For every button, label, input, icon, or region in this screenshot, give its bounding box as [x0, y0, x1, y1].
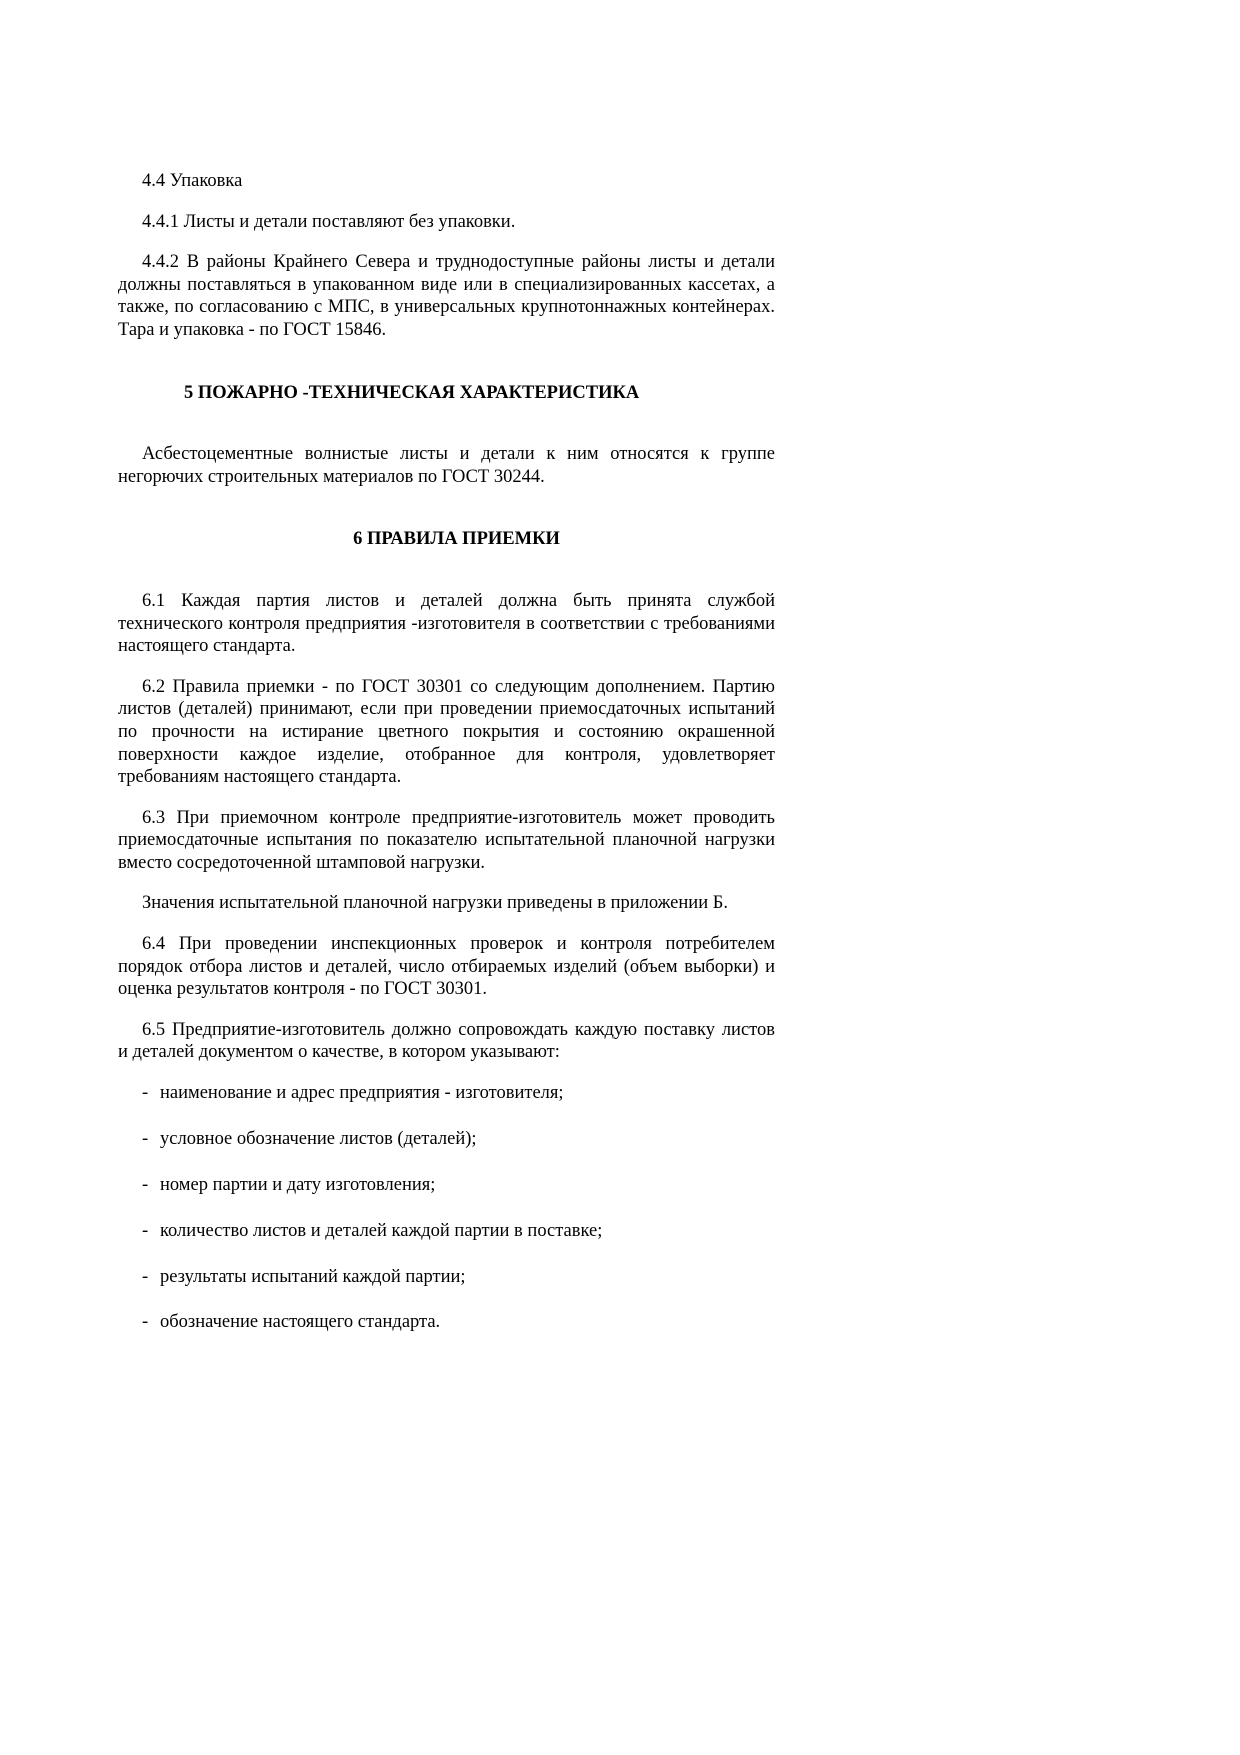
quality-document-list	[118, 1082, 775, 1334]
paragraph-6-3-note: Значения испытательной планочной нагрузки приведены в приложении Б.	[142, 893, 728, 914]
list-item-text: результаты испытаний каждой партии;	[160, 1266, 466, 1287]
list-dash: -	[142, 1083, 149, 1104]
list-item	[118, 1311, 775, 1334]
paragraph-4-4-1: 4.4.1 Листы и детали поставляют без упаковки.	[142, 211, 516, 232]
list-item	[118, 1220, 775, 1243]
list-item-text: условное обозначение листов (деталей);	[160, 1128, 477, 1149]
list-dash: -	[142, 1220, 149, 1241]
paragraph-6-3: 6.3 При приемочном контроле предприятие-изготовитель может проводить приемосдаточные испытания по показателю испытательной планочной нагрузки вместо сосредоточенной штамповой нагрузки.	[118, 807, 775, 873]
list-item	[118, 1082, 775, 1105]
list-dash: -	[142, 1312, 149, 1333]
list-dash: -	[142, 1128, 149, 1149]
list-item	[118, 1174, 775, 1197]
paragraph-6-1: 6.1 Каждая партия листов и деталей должна быть принята службой технического контроля предприятия -изготовителя в соответствии с требованиями настоящего стандарта.	[118, 590, 775, 657]
list-item-text: номер партии и дату изготовления;	[160, 1174, 436, 1195]
section-5-heading: 5 ПОЖАРНО -ТЕХНИЧЕСКАЯ ХАРАКТЕРИСТИКА	[184, 382, 640, 403]
paragraph-6-5: 6.5 Предприятие-изготовитель должно сопровождать каждую поставку листов и деталей документом о качестве, в котором указывают:	[118, 1019, 775, 1063]
list-dash: -	[142, 1174, 149, 1195]
section-6-heading: 6 ПРАВИЛА ПРИЕМКИ	[353, 529, 560, 550]
list-dash: -	[142, 1266, 149, 1287]
paragraph-6-2: 6.2 Правила приемки - по ГОСТ 30301 со следующим дополнением. Партию листов (деталей) принимают, если при проведении приемосдаточных испытаний по прочности на истирание цветного покрытия и состоянию окрашенной поверхности каждое изделие, отобранное для контроля, удовлетворяет требованиям настоящего стандарта.	[118, 676, 775, 788]
paragraph-4-4-2: 4.4.2 В районы Крайнего Севера и труднодоступные районы листы и детали должны поставляться в упакованном виде или в специализированных кассетах, а также, по согласованию с МПС, в универсальных крупнотоннажных контейнерах. Тара и упаковка - по ГОСТ 15846.	[118, 252, 775, 340]
list-item-text: количество листов и деталей каждой партии в поставке;	[160, 1220, 603, 1241]
list-item-text: наименование и адрес предприятия - изготовителя;	[160, 1083, 564, 1104]
list-item	[118, 1266, 775, 1289]
paragraph-5-1: Асбестоцементные волнистые листы и детали к ним относятся к группе негорючих строительных материалов по ГОСТ 30244.	[118, 444, 775, 487]
section-4-4-title: 4.4 Упаковка	[142, 171, 243, 191]
list-item-text: обозначение настоящего стандарта.	[160, 1312, 441, 1333]
list-item	[118, 1128, 775, 1151]
document-page	[118, 170, 775, 1357]
paragraph-6-4: 6.4 При проведении инспекционных проверок и контроля потребителем порядок отбора листов и деталей, число отбираемых изделий (объем выборки) и оценка результатов контроля - по ГОСТ 30301.	[118, 934, 775, 1000]
